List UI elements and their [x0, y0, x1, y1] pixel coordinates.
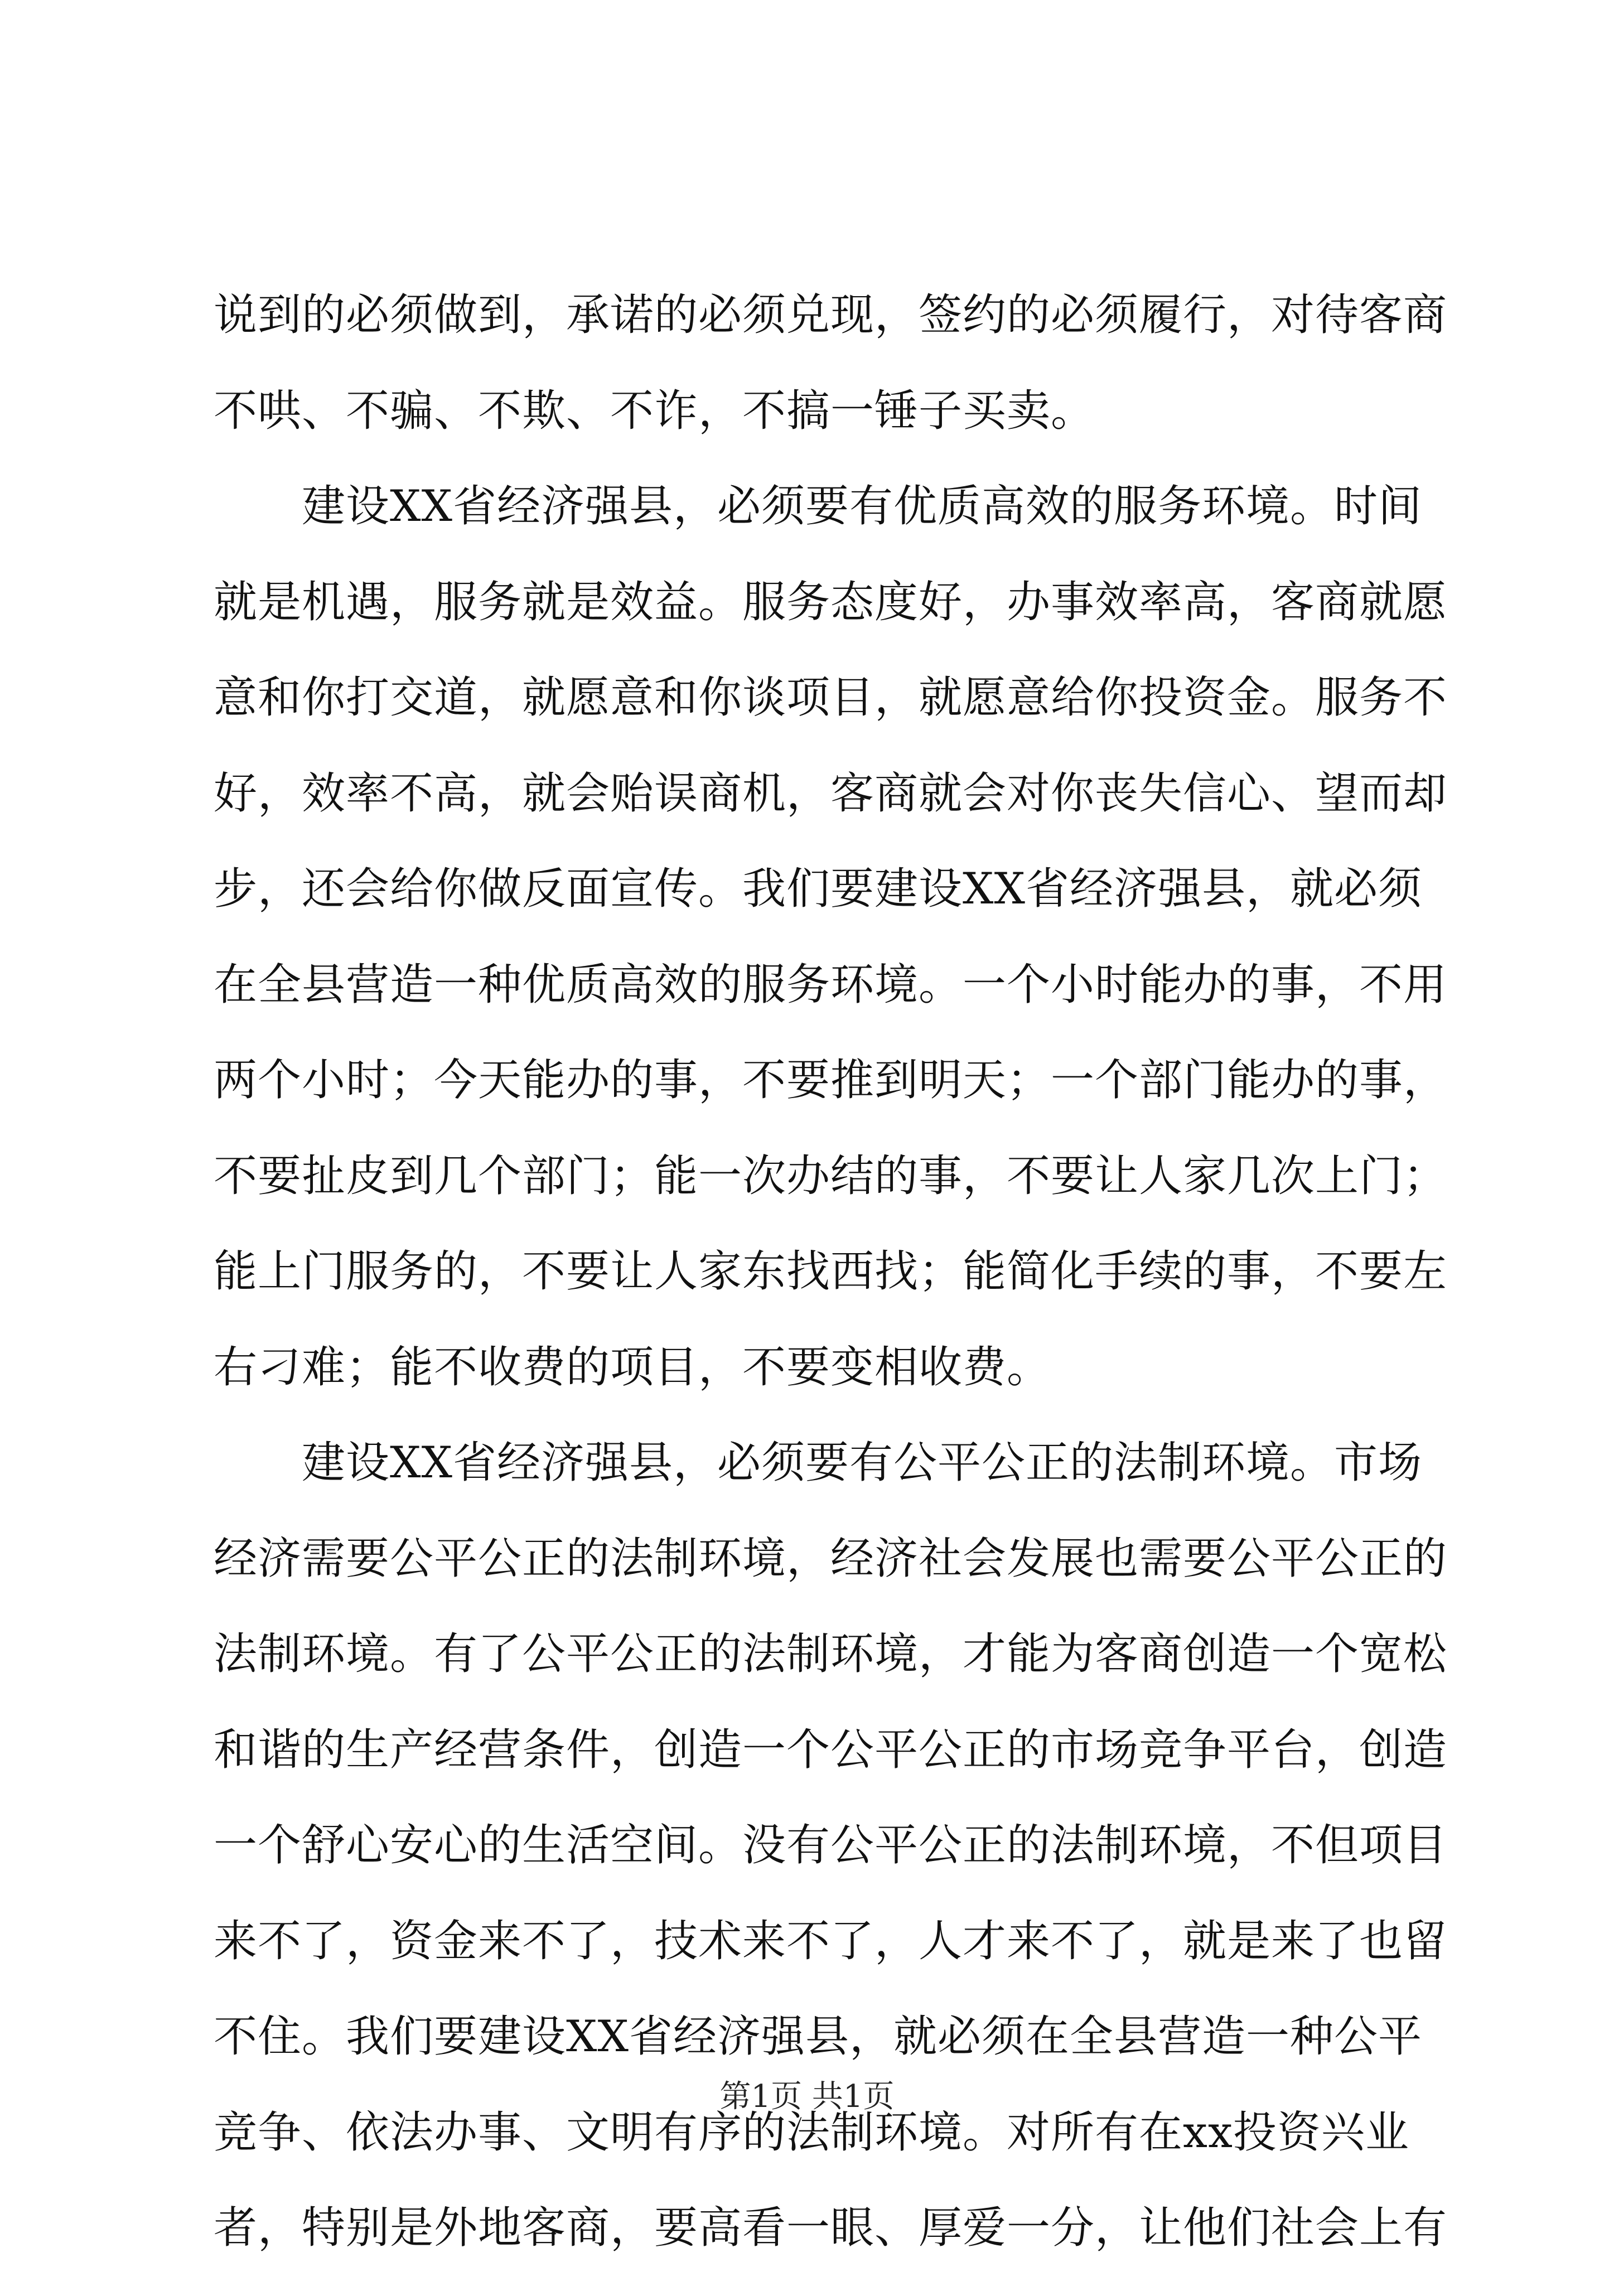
text-line: 能上门服务的，不要让人家东找西找；能简化手续的事，不要左	[214, 1246, 1448, 1297]
text-line: 建设XX省经济强县，必须要有公平公正的法制环境。市场	[214, 1438, 1423, 1488]
text-line: 者，特别是外地客商，要高看一眼、厚爱一分，让他们社会上有	[214, 2203, 1448, 2253]
text-line: 法制环境。有了公平公正的法制环境，才能为客商创造一个宽松	[214, 1629, 1448, 1679]
text-line: 经济需要公平公正的法制环境，经济社会发展也需要公平公正的	[214, 1533, 1448, 1584]
text-line: 说到的必须做到，承诺的必须兑现，签约的必须履行，对待客商	[214, 290, 1448, 340]
text-line: 不要扯皮到几个部门；能一次办结的事，不要让人家几次上门；	[214, 1151, 1448, 1201]
page-number-footer: 第1页 共1页	[719, 2079, 895, 2115]
text-line: 建设XX省经济强县，必须要有优质高效的服务环境。时间	[214, 481, 1423, 531]
text-line: 两个小时；今天能办的事，不要推到明天；一个部门能办的事，	[214, 1055, 1448, 1105]
text-line: 右刁难；能不收费的项目，不要变相收费。	[214, 1342, 1051, 1393]
text-line: 步，还会给你做反面宣传。我们要建设XX省经济强县，就必须	[214, 864, 1423, 914]
text-line: 竞争、依法办事、文明有序的法制环境。对所有在xx投资兴业	[214, 2107, 1409, 2158]
body-text	[214, 287, 1448, 2296]
text-line: 好，效率不高，就会贻误商机，客商就会对你丧失信心、望而却	[214, 768, 1448, 819]
text-line: 不住。我们要建设XX省经济强县，就必须在全县营造一种公平	[214, 2012, 1423, 2062]
text-line: 来不了，资金来不了，技术来不了，人才来不了，就是来了也留	[214, 1916, 1448, 1966]
text-line: 意和你打交道，就愿意和你谈项目，就愿意给你投资金。服务不	[214, 673, 1448, 723]
text-line: 就是机遇，服务就是效益。服务态度好，办事效率高，客商就愿	[214, 577, 1448, 627]
text-line: 一个舒心安心的生活空间。没有公平公正的法制环境，不但项目	[214, 1820, 1448, 1870]
text-line: 在全县营造一种优质高效的服务环境。一个小时能办的事，不用	[214, 959, 1448, 1010]
text-line: 不哄、不骗、不欺、不诈，不搞一锤子买卖。	[214, 385, 1095, 436]
text-line: 和谐的生产经营条件，创造一个公平公正的市场竞争平台，创造	[214, 1724, 1448, 1775]
